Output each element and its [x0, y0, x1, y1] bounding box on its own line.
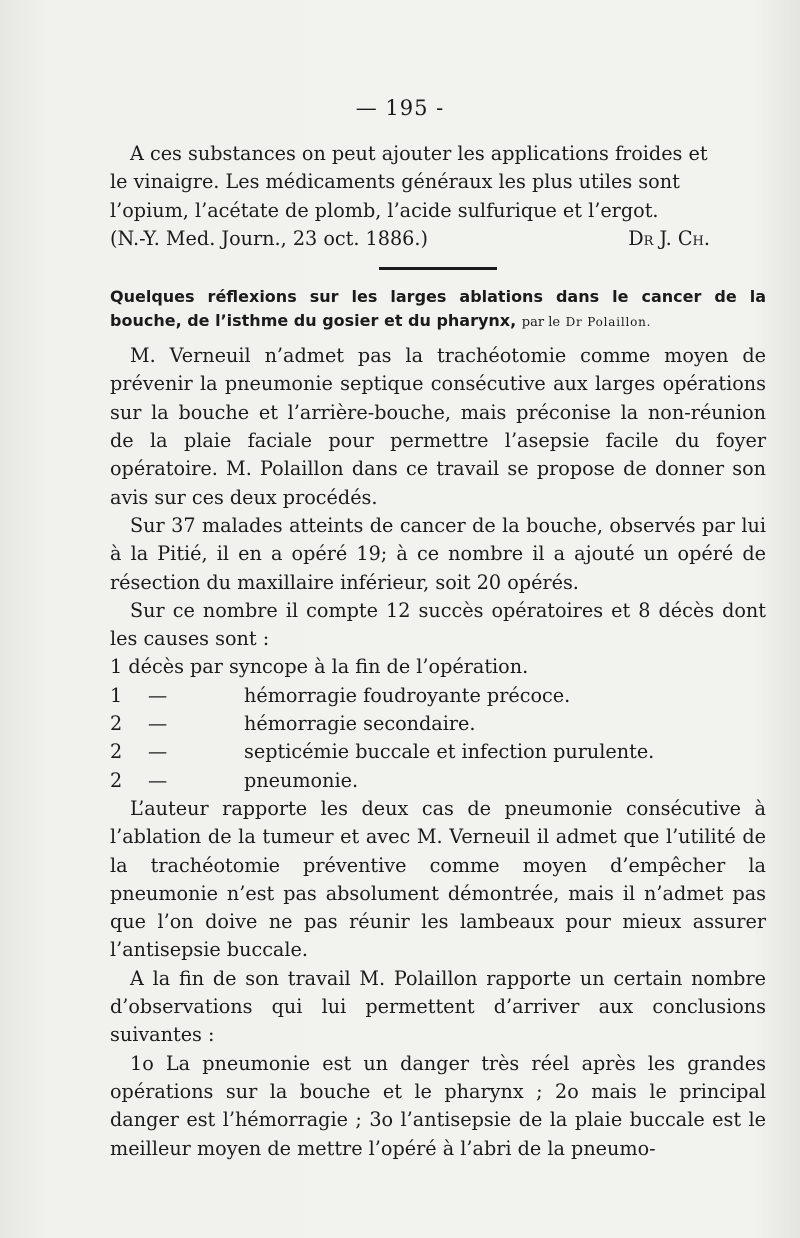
paragraph-line: A ces substances on peut ajouter les applications froides et	[130, 142, 708, 165]
death-count: 2	[110, 768, 123, 792]
article-author: Dr Polaillon.	[565, 314, 652, 329]
death-count: 1	[110, 683, 123, 707]
paragraph-line: le vinaigre. Les médicaments généraux les plus utiles sont	[110, 170, 680, 194]
death-count: 2	[110, 712, 123, 736]
ditto-dash: —	[148, 768, 168, 792]
article-title	[110, 285, 766, 334]
ditto-dash: —	[148, 683, 168, 707]
paragraph: Sur 37 malades atteints de cancer de la bouche, observés par lui à la Pitié, il en a opéré 19; à ce nombre il a ajouté un opéré de résection du maxillaire inférieur, soit 20 opérés.	[110, 513, 766, 594]
death-cause: 1 décès par syncope à la fin de l’opération.	[110, 655, 529, 679]
citation: (N.-Y. Med. Journ., 23 oct. 1886.)	[110, 226, 428, 250]
article-by: par le	[521, 314, 561, 330]
signature: Dr J. Ch.	[628, 226, 710, 250]
paragraph: M. Verneuil n’admet pas la trachéotomie comme moyen de prévenir la pneumonie septique consécutive aux larges opérations sur la bouche et l’arrière-bouche, mais préconise la non-réunion de la plaie faciale pour permettre l’asepsie facile du foyer opératoire. M. Polaillon dans ce travail se propose de donner son avis sur ces deux procédés.	[110, 344, 766, 509]
section-divider	[379, 267, 497, 270]
list-item	[110, 653, 766, 681]
deaths-list	[110, 653, 766, 794]
list-item	[110, 682, 766, 710]
paragraph: L’auteur rapporte les deux cas de pneumonie consécutive à l’ablation de la tumeur et avec M. Verneuil il admet que l’utilité de la trachéotomie préventive comme moyen d’empêcher la pneumonie n’est pas absolument démontrée, mais il n’admet pas que l’on doive ne pas réunir les lambeaux pour mieux assurer l’antisepsie buccale.	[110, 796, 766, 962]
paragraph: A la fin de son travail M. Polaillon rapporte un certain nombre d’observations qui lui permettent d’arriver aux conclusions suivantes :	[110, 966, 766, 1047]
citation-row	[110, 225, 766, 253]
body-text	[110, 140, 766, 1163]
article-title-line2: de la bouche, de l’isthme du gosier et du pharynx,	[110, 287, 767, 330]
article-title-line1: Quelques réflexions sur les larges ablations dans le cancer	[110, 287, 702, 307]
paragraph: Sur ce nombre il compte 12 succès opératoires et 8 décès dont les causes sont :	[110, 598, 766, 651]
ditto-dash: —	[148, 712, 168, 736]
death-cause: septicémie buccale et infection purulente.	[244, 740, 655, 764]
death-cause: hémorragie foudroyante précoce.	[244, 683, 571, 707]
list-item	[110, 710, 766, 738]
list-item	[110, 738, 766, 766]
death-cause: pneumonie.	[244, 768, 359, 792]
page-number: — 195 -	[355, 96, 445, 120]
paragraph-line: l’opium, l’acétate de plomb, l’acide sulfurique et l’ergot.	[110, 198, 659, 222]
list-item	[110, 767, 766, 795]
paragraph: 1o La pneumonie est un danger très réel après les grandes opérations sur la bouche et le pharynx ; 2o mais le principal danger est l’hémorragie ; 3o l’antisepsie de la plaie buccale est le meilleur moyen de mettre l’opéré à l’abri de la pneumo-	[110, 1051, 766, 1160]
death-count: 2	[110, 740, 123, 764]
ditto-dash: —	[148, 740, 168, 764]
death-cause: hémorragie secondaire.	[244, 712, 476, 736]
